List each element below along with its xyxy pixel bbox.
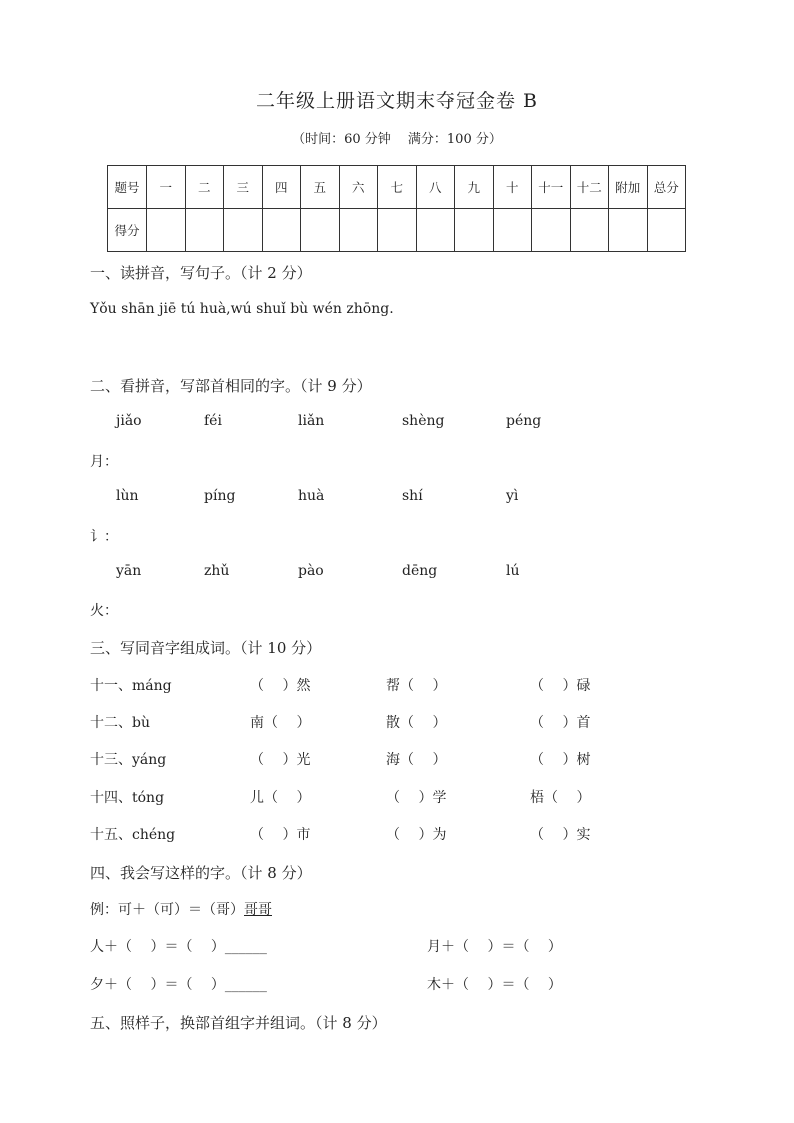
score-cell[interactable] bbox=[301, 209, 340, 252]
character-equation[interactable]: 人＋（ ）＝（ ）______ bbox=[90, 939, 267, 955]
pinyin-item: dēng bbox=[402, 563, 438, 579]
score-cell[interactable] bbox=[532, 209, 571, 252]
score-table bbox=[107, 165, 686, 252]
score-cell[interactable] bbox=[224, 209, 263, 252]
score-row-label: 得分 bbox=[108, 209, 147, 252]
score-table-header-cell: 六 bbox=[339, 166, 378, 209]
exam-info: （时间：60 分钟 满分：100 分） bbox=[292, 132, 502, 147]
pinyin-item: féi bbox=[204, 413, 222, 429]
homophone-label: 十三、yáng bbox=[90, 752, 167, 768]
score-table-header-cell: 八 bbox=[416, 166, 455, 209]
score-table-header-cell: 四 bbox=[262, 166, 301, 209]
score-table-header-cell: 五 bbox=[301, 166, 340, 209]
score-cell[interactable] bbox=[647, 209, 686, 252]
score-cell[interactable] bbox=[493, 209, 532, 252]
homophone-label: 十一、máng bbox=[90, 678, 172, 694]
example-line bbox=[90, 899, 272, 919]
section-4-title: 四、我会写这样的字。（计 8 分） bbox=[90, 864, 312, 882]
section-1-title: 一、读拼音，写句子。（计 2 分） bbox=[90, 264, 312, 282]
character-equation[interactable]: 木＋（ ）＝（ ） bbox=[427, 977, 562, 993]
pinyin-item: huà bbox=[298, 488, 325, 504]
homophone-label: 十四、tóng bbox=[90, 790, 165, 806]
score-table-header-cell: 十一 bbox=[532, 166, 571, 209]
score-table-header-cell: 十 bbox=[493, 166, 532, 209]
radical-label: 火： bbox=[90, 603, 118, 619]
score-table-header-cell: 三 bbox=[224, 166, 263, 209]
score-table-header-cell: 附加 bbox=[609, 166, 648, 209]
homophone-label: 十二、bù bbox=[90, 715, 150, 731]
word-blank[interactable]: （ ）首 bbox=[530, 715, 591, 731]
word-blank[interactable]: （ ）树 bbox=[530, 752, 591, 768]
score-table-header-cell: 题号 bbox=[108, 166, 147, 209]
pinyin-item: lùn bbox=[116, 488, 139, 504]
radical-label: 月： bbox=[90, 454, 118, 470]
pinyin-item: lú bbox=[506, 563, 520, 579]
pinyin-item: zhǔ bbox=[204, 563, 230, 579]
section-3-title: 三、写同音字组成词。（计 10 分） bbox=[90, 639, 322, 657]
radical-label: 讠： bbox=[90, 529, 118, 545]
score-table-score-row bbox=[108, 209, 686, 252]
character-equation[interactable]: 夕＋（ ）＝（ ）______ bbox=[90, 977, 267, 993]
word-blank[interactable]: （ ）市 bbox=[250, 827, 311, 843]
pinyin-item: shí bbox=[402, 488, 423, 504]
pinyin-item: yì bbox=[506, 488, 519, 504]
word-blank[interactable]: （ ）光 bbox=[250, 752, 311, 768]
score-table-header-cell: 十二 bbox=[570, 166, 609, 209]
score-cell[interactable] bbox=[378, 209, 417, 252]
score-cell[interactable] bbox=[416, 209, 455, 252]
pinyin-item: yān bbox=[116, 563, 142, 579]
score-cell[interactable] bbox=[339, 209, 378, 252]
example-answer: 哥哥 bbox=[244, 902, 272, 918]
word-blank[interactable]: 散（ ） bbox=[386, 715, 447, 731]
word-blank[interactable]: 帮（ ） bbox=[386, 678, 447, 694]
score-table-header-cell: 七 bbox=[378, 166, 417, 209]
score-cell[interactable] bbox=[455, 209, 494, 252]
word-blank[interactable]: 海（ ） bbox=[386, 752, 447, 768]
word-blank[interactable]: 梧（ ） bbox=[530, 790, 591, 806]
score-table-header-cell: 九 bbox=[455, 166, 494, 209]
character-equation[interactable]: 月＋（ ）＝（ ） bbox=[427, 939, 562, 955]
section-1-pinyin-sentence: Yǒu shān jiē tú huà,wú shuǐ bù wén zhōng. bbox=[90, 301, 394, 317]
word-blank[interactable]: （ ）学 bbox=[386, 790, 447, 806]
word-blank[interactable]: （ ）然 bbox=[250, 678, 311, 694]
pinyin-item: shèng bbox=[402, 413, 445, 429]
pinyin-item: pào bbox=[298, 563, 324, 579]
pinyin-item: liǎn bbox=[298, 413, 325, 429]
score-cell[interactable] bbox=[570, 209, 609, 252]
section-2-title: 二、看拼音，写部首相同的字。（计 9 分） bbox=[90, 377, 372, 395]
score-table-header-cell: 二 bbox=[185, 166, 224, 209]
pinyin-item: péng bbox=[506, 413, 542, 429]
score-cell[interactable] bbox=[185, 209, 224, 252]
word-blank[interactable]: （ ）实 bbox=[530, 827, 591, 843]
word-blank[interactable]: （ ）为 bbox=[386, 827, 447, 843]
score-cell[interactable] bbox=[609, 209, 648, 252]
score-cell[interactable] bbox=[262, 209, 301, 252]
page-title: 二年级上册语文期末夺冠金卷 B bbox=[255, 90, 538, 112]
pinyin-item: píng bbox=[204, 488, 236, 504]
example-text: 例：可＋（可）＝（哥） bbox=[90, 902, 244, 918]
word-blank[interactable]: （ ）碌 bbox=[530, 678, 591, 694]
score-table-header-cell: 总分 bbox=[647, 166, 686, 209]
score-cell[interactable] bbox=[147, 209, 186, 252]
word-blank[interactable]: 儿（ ） bbox=[250, 790, 311, 806]
word-blank[interactable]: 南（ ） bbox=[250, 715, 311, 731]
score-table-header-cell: 一 bbox=[147, 166, 186, 209]
pinyin-item: jiǎo bbox=[116, 413, 142, 429]
section-5-title: 五、照样子，换部首组字并组词。（计 8 分） bbox=[90, 1014, 387, 1032]
score-table-header-row bbox=[108, 166, 686, 209]
homophone-label: 十五、chéng bbox=[90, 827, 176, 843]
